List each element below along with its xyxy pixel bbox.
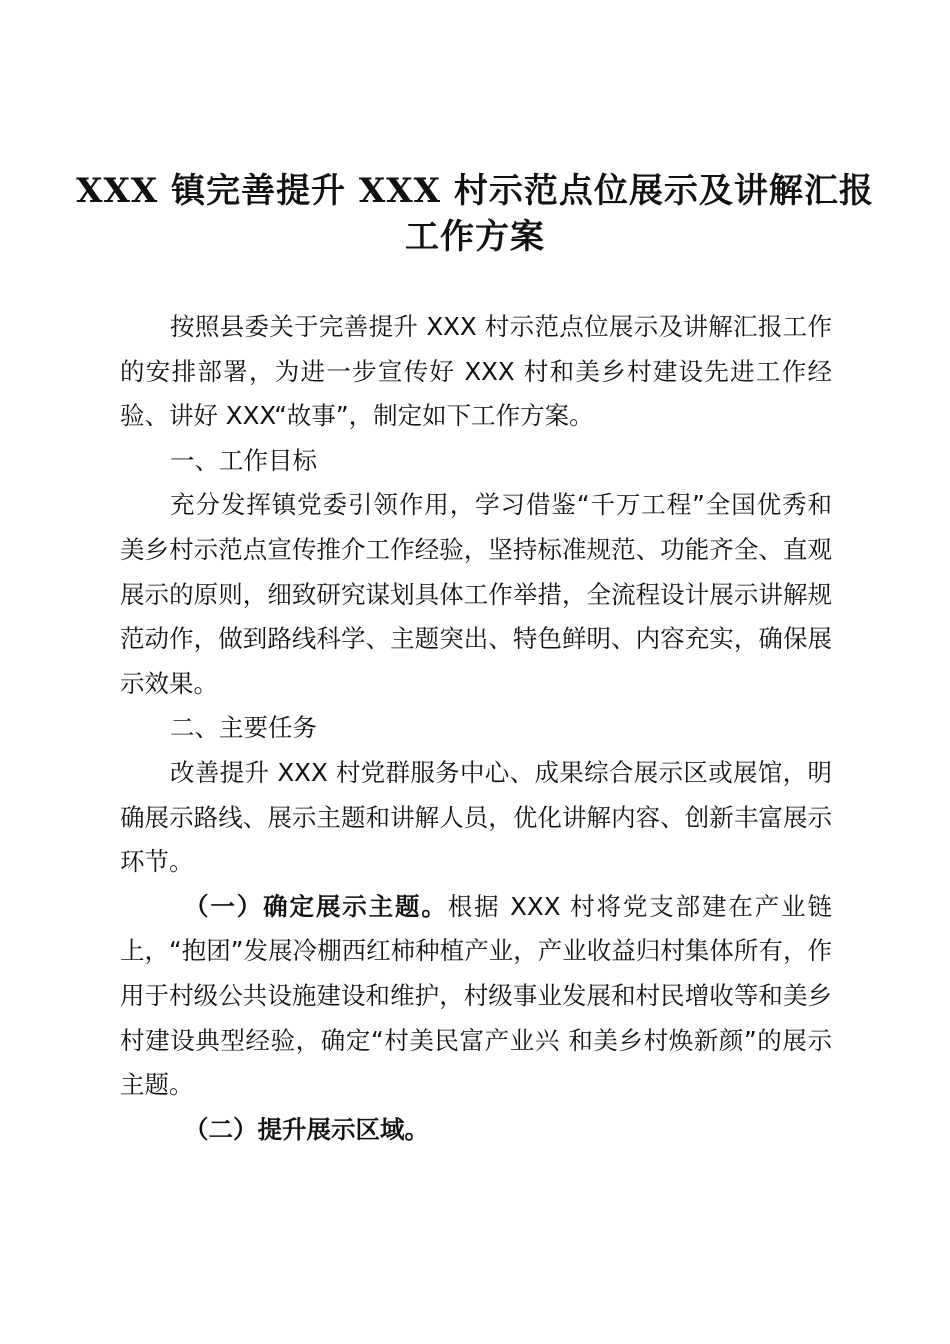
document-title-line-1: XXX 镇完善提升 XXX 村示范点位展示及讲解汇报: [76, 171, 874, 211]
item-1-heading: （一）确定展示主题。: [184, 891, 448, 921]
item-2-heading: （二）提升展示区域。: [184, 1114, 429, 1144]
item-1-paragraph: [120, 885, 832, 1108]
item-2-paragraph: [120, 1108, 832, 1153]
document-body: [120, 305, 832, 1152]
section-2-heading: 二、主要任务: [170, 713, 317, 743]
intro-paragraph: 按照县委关于完善提升 XXX 村示范点位展示及讲解汇报工作的安排部署，为进一步宣传好 XXX 村和美乡村建设先进工作经验、讲好 XXX“故事”，制定如下工作方案。: [120, 312, 832, 431]
section-1-paragraph: 充分发挥镇党委引领作用，学习借鉴“千万工程”全国优秀和美乡村示范点宣传推介工作经验，坚持标准规范、功能齐全、直观展示的原则，细致研究谋划具体工作举措，全流程设计展示讲解规范动作，做到路线科学、主题突出、特色鲜明、内容充实，确保展示效果。: [120, 490, 832, 698]
item-1-text: 根据 XXX 村将党支部建在产业链上，“抱团”发展冷棚西红柿种植产业，产业收益归村集体所有，作用于村级公共设施建设和维护，村级事业发展和村民增收等和美乡村建设典型经验，确定“村美民富产业兴 和美乡村焕新颜”的展示主题。: [120, 891, 833, 1100]
section-1-heading: 一、工作目标: [170, 445, 317, 475]
section-2-paragraph: 改善提升 XXX 村党群服务中心、成果综合展示区或展馆，明确展示路线、展示主题和讲解人员，优化讲解内容、创新丰富展示环节。: [120, 757, 832, 877]
document-title-line-2: 工作方案: [405, 217, 545, 257]
